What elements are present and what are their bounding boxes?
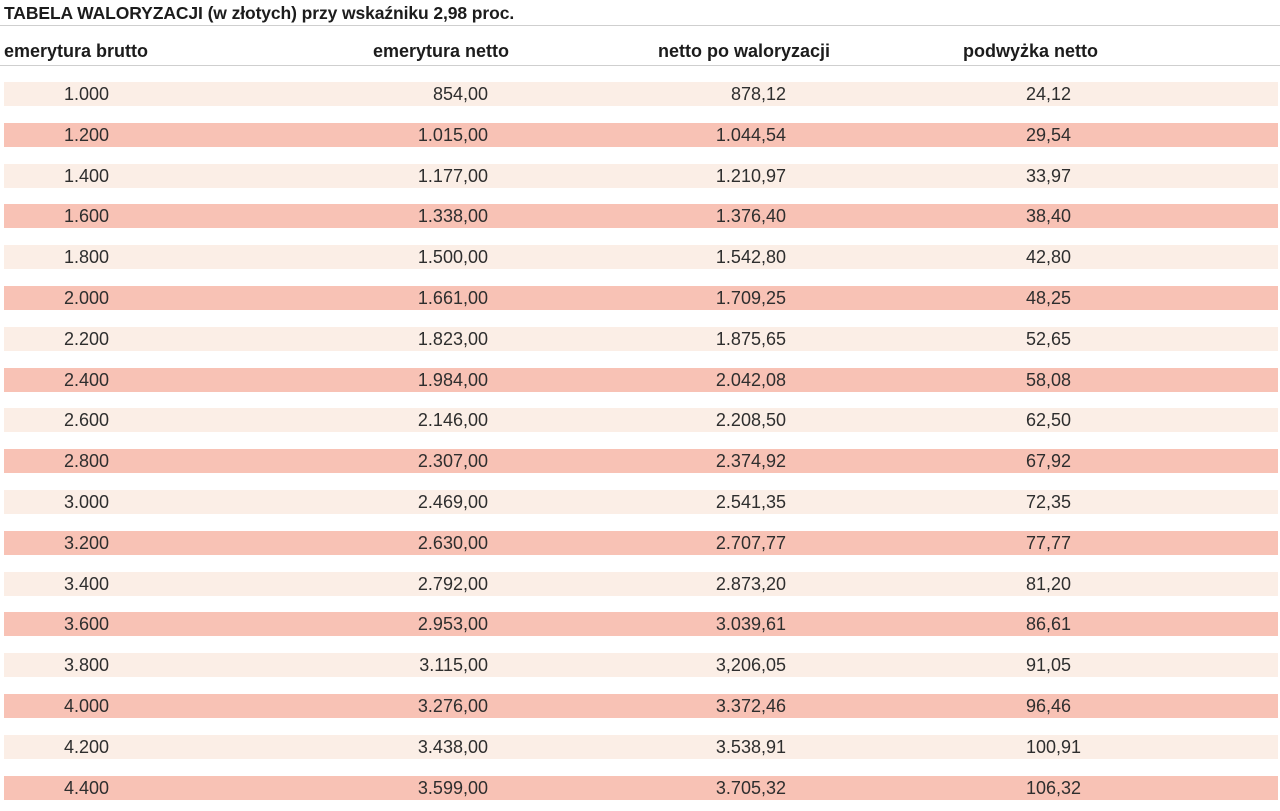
cell-net-after-indexation: 2.873,20 xyxy=(715,573,786,594)
cell-net-increase: 58,08 xyxy=(1026,369,1072,390)
cell-net-after-indexation: 3,206,05 xyxy=(715,655,786,676)
cell-gross-pension: 2.400 xyxy=(64,369,110,390)
cell-gross-pension: 2.800 xyxy=(64,451,110,472)
cell-gross-pension: 4.400 xyxy=(64,777,110,798)
cell-net-pension: 3.599,00 xyxy=(417,777,488,798)
cell-net-after-indexation: 3.039,61 xyxy=(715,614,786,635)
cell-net-pension: 1.661,00 xyxy=(417,287,488,308)
cell-gross-pension: 3.200 xyxy=(64,532,110,553)
column-header-net-increase: podwyżka netto xyxy=(963,41,1099,61)
cell-net-pension: 2.792,00 xyxy=(417,573,488,594)
cell-net-pension: 1.823,00 xyxy=(417,328,488,349)
table-row xyxy=(0,319,1280,360)
cell-net-after-indexation: 2.042,08 xyxy=(715,369,786,390)
table-row xyxy=(0,482,1280,523)
cell-net-increase: 42,80 xyxy=(1026,247,1072,268)
column-header-net-after-indexation: netto po waloryzacji xyxy=(658,41,831,61)
table-row xyxy=(0,645,1280,686)
cell-net-pension: 1.015,00 xyxy=(417,124,488,145)
cell-net-pension: 2.146,00 xyxy=(417,410,488,431)
cell-net-pension: 2.307,00 xyxy=(417,451,488,472)
header-divider xyxy=(0,65,1280,66)
cell-net-after-indexation: 3.372,46 xyxy=(715,695,786,716)
cell-net-after-indexation: 3.538,91 xyxy=(715,736,786,757)
cell-net-pension: 1.177,00 xyxy=(417,165,488,186)
cell-net-after-indexation: 2.707,77 xyxy=(715,532,786,553)
column-header-gross-pension: emerytura brutto xyxy=(4,41,149,61)
table-title xyxy=(4,0,514,26)
table-row xyxy=(0,441,1280,482)
cell-net-increase: 38,40 xyxy=(1026,206,1072,227)
cell-gross-pension: 1.400 xyxy=(64,165,110,186)
table-row xyxy=(0,360,1280,401)
cell-net-after-indexation: 1.875,65 xyxy=(715,328,786,349)
cell-net-after-indexation: 2.374,92 xyxy=(715,451,786,472)
table-title-bold: TABELA WALORYZACJI xyxy=(4,3,203,23)
cell-net-increase: 67,92 xyxy=(1026,451,1072,472)
cell-net-increase: 106,32 xyxy=(1026,777,1082,798)
cell-net-after-indexation: 2.541,35 xyxy=(715,491,786,512)
cell-gross-pension: 4.000 xyxy=(64,695,110,716)
title-divider xyxy=(0,25,1280,26)
table-row xyxy=(0,768,1280,809)
cell-net-after-indexation: 1.376,40 xyxy=(715,206,786,227)
table-row xyxy=(0,523,1280,564)
cell-net-increase: 24,12 xyxy=(1026,84,1072,104)
cell-net-increase: 29,54 xyxy=(1026,124,1072,145)
cell-net-increase: 91,05 xyxy=(1026,655,1072,676)
cell-net-increase: 52,65 xyxy=(1026,328,1072,349)
table-body xyxy=(0,74,1280,808)
cell-net-after-indexation: 3.705,32 xyxy=(715,777,786,798)
cell-net-increase: 62,50 xyxy=(1026,410,1072,431)
table-row xyxy=(0,604,1280,645)
cell-net-increase: 33,97 xyxy=(1026,165,1072,186)
cell-net-pension: 2.630,00 xyxy=(417,532,488,553)
cell-net-increase: 48,25 xyxy=(1026,287,1072,308)
cell-net-pension: 3.276,00 xyxy=(417,695,488,716)
table-row xyxy=(0,564,1280,605)
cell-net-increase: 72,35 xyxy=(1026,491,1072,512)
table-row xyxy=(0,156,1280,197)
cell-net-after-indexation: 1.542,80 xyxy=(715,247,786,268)
table-row xyxy=(0,74,1280,115)
cell-gross-pension: 1.200 xyxy=(64,124,110,145)
cell-net-increase: 100,91 xyxy=(1026,736,1082,757)
cell-net-increase: 81,20 xyxy=(1026,573,1072,594)
table-title-rest: (w złotych) przy wskaźniku 2,98 proc. xyxy=(207,3,515,23)
cell-gross-pension: 2.200 xyxy=(64,328,110,349)
cell-net-pension: 1.984,00 xyxy=(417,369,488,390)
table-row xyxy=(0,686,1280,727)
table-row xyxy=(0,196,1280,237)
cell-gross-pension: 4.200 xyxy=(64,736,110,757)
cell-net-pension: 3.115,00 xyxy=(419,655,488,676)
table-row xyxy=(0,400,1280,441)
column-header-net-pension: emerytura netto xyxy=(373,41,510,61)
table-row xyxy=(0,115,1280,156)
cell-net-pension: 854,00 xyxy=(432,84,488,104)
table-header xyxy=(0,37,1280,65)
cell-net-after-indexation: 1.210,97 xyxy=(715,165,786,186)
cell-gross-pension: 3.400 xyxy=(64,573,110,594)
cell-net-increase: 77,77 xyxy=(1026,532,1072,553)
table-row xyxy=(0,278,1280,319)
cell-gross-pension: 2.000 xyxy=(64,287,110,308)
cell-net-increase: 96,46 xyxy=(1026,695,1072,716)
cell-net-pension: 2.469,00 xyxy=(417,491,488,512)
cell-gross-pension: 3.600 xyxy=(64,614,110,635)
cell-net-pension: 1.500,00 xyxy=(417,247,488,268)
cell-net-pension: 1.338,00 xyxy=(417,206,488,227)
cell-gross-pension: 1.600 xyxy=(64,206,110,227)
cell-gross-pension: 1.800 xyxy=(64,247,110,268)
cell-gross-pension: 2.600 xyxy=(64,410,110,431)
cell-net-pension: 3.438,00 xyxy=(417,736,488,757)
cell-gross-pension: 3.800 xyxy=(64,655,110,676)
cell-net-after-indexation: 878,12 xyxy=(730,84,786,104)
table-row xyxy=(0,727,1280,768)
cell-net-after-indexation: 1.709,25 xyxy=(715,287,786,308)
cell-net-pension: 2.953,00 xyxy=(417,614,488,635)
cell-net-after-indexation: 2.208,50 xyxy=(715,410,786,431)
cell-gross-pension: 3.000 xyxy=(64,491,110,512)
table-row xyxy=(0,237,1280,278)
cell-gross-pension: 1.000 xyxy=(64,84,110,104)
cell-net-after-indexation: 1.044,54 xyxy=(715,124,786,145)
cell-net-increase: 86,61 xyxy=(1026,614,1072,635)
